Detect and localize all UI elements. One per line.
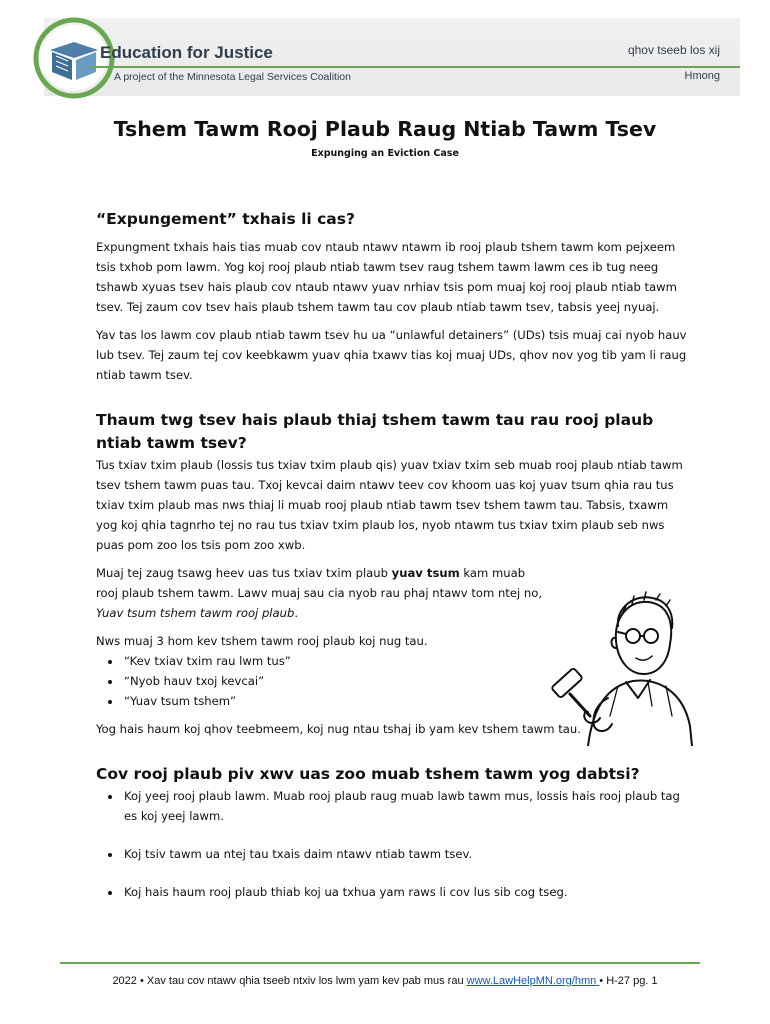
org-subtitle: A project of the Minnesota Legal Services Coalition: [114, 71, 351, 83]
footer-text: 2022 • Xav tau cov ntawv qhia tseeb ntxiv los lwm yam kev pab mus rau: [112, 975, 467, 987]
expungement-types-list: [96, 651, 546, 711]
italic-reference: Yuav tsum tshem tawm rooj plaub: [96, 606, 295, 620]
list-item: • “Kev txiav txim rau lwm tus”: [122, 651, 546, 671]
list-item: • “Nyob hauv txoj kevcai”: [122, 671, 546, 691]
section-heading-when-can-court-expunge: Thaum twg tsev hais plaub thiaj tshem tawm tau rau rooj plaub ntiab tawm tsev?: [96, 411, 654, 452]
header-tagline: qhov tseeb los xij: [627, 43, 720, 57]
section-heading-what-is-expungement: “Expungement” txhais li cas?: [96, 210, 355, 228]
footer-divider: [60, 962, 700, 964]
list-item: • Koj tsiv tawm ua ntej tau txais daim ntawv ntiab tawm tsev.: [122, 844, 691, 864]
text-run: Muaj tej zaug tsawg heev uas tus txiav txim plaub: [96, 566, 392, 580]
document-body: [96, 208, 691, 920]
list-item: • Koj hais haum rooj plaub thiab koj ua txhua yam raws li cov lus sib cog tseg.: [122, 882, 691, 902]
page-title: Tshem Tawm Rooj Plaub Raug Ntiab Tawm Tsev: [113, 117, 657, 141]
paragraph: Yav tas los lawm cov plaub ntiab tawm tsev hu ua “unlawful detainers” (UDs) tsis muaj cai nyob hauv lub tsev. Tej zaum tej cov keebkawm yuav qhia txawv tias koj muaj UDs, qhov nov yog tib yam li raug ntiab tawm tsev.: [96, 328, 687, 382]
page-subtitle: Expunging an Eviction Case: [311, 148, 459, 159]
paragraph: Yog hais haum koj qhov teebmeem, koj nug ntau tshaj ib yam kev tshem tawm tau.: [96, 722, 581, 736]
judge-with-gavel-illustration-icon: [548, 586, 698, 746]
footer-page-ref: • H-27 pg. 1: [599, 975, 658, 987]
header-divider: [90, 66, 740, 68]
footer: [0, 975, 770, 987]
header-banner: [30, 14, 740, 100]
paragraph: Nws muaj 3 hom kev tshem tawm rooj plaub koj nug tau.: [96, 634, 428, 648]
examples-list: [96, 786, 691, 902]
paragraph: Expungment txhais hais tias muab cov ntaub ntawv ntawm ib rooj plaub tshem tawm kom pejxeem tsis txhob pom lawm. Yog koj rooj plaub ntiab tawm tsev raug tshem tawm lawm ces ib tug neeg tshawb xyuas tsev hais plaub cov ntaub ntawv yuav nrhiav tsis pom muaj koj rooj plaub ntiab tawm tsev. Tej zaum cov tsev hais plaub tshem tawm tau cov plaub ntiab tawm tsev, tabsis yeej nyuaj.: [96, 240, 677, 314]
paragraph: Tus txiav txim plaub (lossis tus txiav txim plaub qis) yuav txiav txim seb muab rooj plaub ntiab tawm tsev tshem tawm puas tau. Txoj kevcai daim ntawv teev cov khoom uas koj yuav tsum qhia rau tus txiav txim plaub mas nws thiaj li muab rooj plaub ntiab tawm tsev tshem tawm tau. Tabsis, txawm yog koj qhia tagnrho tej no rau tus txiav txim plaub los, nyob ntawm tus txiav txim plaub seb nws puas pom zoo los tsis pom zoo xwb.: [96, 458, 683, 552]
judge-side-text: [96, 563, 546, 711]
bold-text: yuav tsum: [391, 566, 460, 580]
org-title: Education for Justice: [100, 43, 273, 62]
section-heading-good-examples: Cov rooj plaub piv xwv uas zoo muab tshem tawm yog dabtsi?: [96, 765, 640, 783]
header-language: Hmong: [684, 70, 720, 82]
text-run: kam muab rooj plaub tshem tawm. Lawv muaj sau cia nyob rau phaj ntawv tom ntej no,: [96, 566, 543, 600]
paragraph-must-expunge: [96, 563, 546, 623]
list-item: • Koj yeej rooj plaub lawm. Muab rooj plaub raug muab lawb tawm mus, lossis hais rooj plaub tag es koj yeej lawm.: [122, 786, 691, 826]
text-run: .: [294, 606, 299, 620]
list-item: • “Yuav tsum tshem”: [122, 691, 546, 711]
lawhelp-link[interactable]: www.LawHelpMN.org/hmn: [466, 975, 600, 987]
